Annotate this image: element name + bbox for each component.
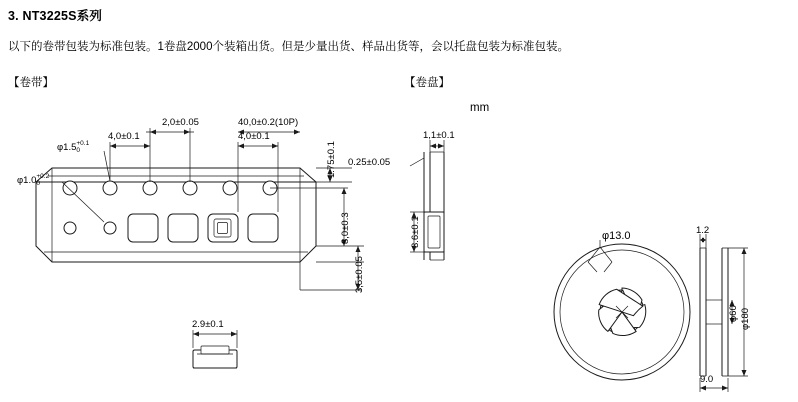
dim-tape-thickness: 1,1±0.1 — [423, 130, 455, 141]
dim-width-35: 3,5±0.05 — [354, 256, 365, 293]
dim-hole-large-tol-up: +0.2 — [36, 173, 50, 180]
dim-part-width: 2.9±0.1 — [192, 319, 224, 330]
section-label-tape: 【卷带】 — [8, 77, 54, 89]
dim-hole-small-value: φ1.5 — [57, 142, 77, 154]
dim-hole-large-tol-dn: 0 — [36, 179, 40, 187]
dim-pitch-4-top: 4,0±0.1 — [108, 131, 140, 142]
page-description: 以下的卷带包装为标准包装。1卷盘2000个装箱出货。但是少量出货、样品出货等，会以托盘包装为标准包装。 — [8, 41, 569, 53]
section-label-reel: 【卷盘】 — [404, 77, 450, 89]
dim-edge-height: 1.75±0.1 — [326, 141, 337, 178]
dim-reel-width-bottom: 9.0 — [700, 374, 714, 385]
dim-tape-depth: 3.6±0.1 — [410, 216, 421, 248]
dim-reel-dia: φ180 — [740, 307, 751, 330]
dim-tape-step: 0.25±0.05 — [348, 157, 391, 168]
dim-hole-small-tol-up: +0.1 — [76, 140, 90, 147]
dim-pitch-4-second: 4,0±0.1 — [238, 131, 270, 142]
page-title: 3. NT3225S系列 — [8, 9, 103, 23]
dim-hole-small-tol-dn: 0 — [76, 146, 80, 154]
dim-hub-hole: φ13.0 — [602, 230, 631, 242]
dim-hole-large-value: φ1.0 — [17, 175, 37, 187]
dim-width-8: 8,0±0.3 — [340, 212, 351, 244]
dim-pitch-2: 2,0±0.05 — [162, 117, 199, 128]
unit-label: mm — [470, 102, 490, 114]
dim-reel-width-top: 1.2 — [696, 225, 710, 236]
dim-pitch-40: 40,0±0.2(10P) — [238, 117, 299, 128]
dim-hub-dia: φ60 — [728, 305, 739, 322]
